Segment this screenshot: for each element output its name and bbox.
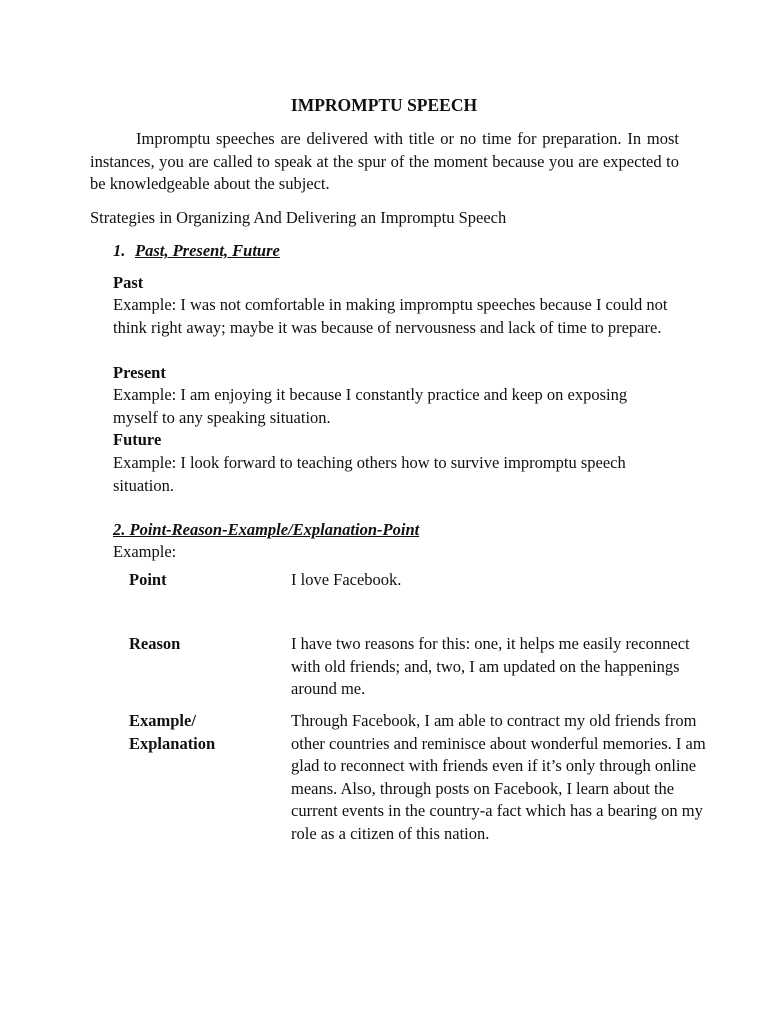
present-label: Present xyxy=(113,363,166,382)
future-example: Example: I look forward to teaching others how to survive impromptu speech situation. xyxy=(113,453,626,495)
point-label: Point xyxy=(129,570,167,589)
explanation-label xyxy=(129,710,279,755)
point-text: I love Facebook. xyxy=(291,570,402,589)
document-title: IMPROMPTU SPEECH xyxy=(290,95,478,115)
explanation-label-line1: Example/ xyxy=(129,711,196,730)
intro-paragraph: Impromptu speeches are delivered with title or no time for preparation. In most instances, you are called to speak at the spur of the moment because you are expected to be knowledgeable about the subject. xyxy=(90,129,679,193)
reason-text: I have two reasons for this: one, it helps me easily reconnect with old friends; and, two, I am updated on the happenings around me. xyxy=(291,634,690,698)
strategies-heading: Strategies in Organizing And Delivering an Impromptu Speech xyxy=(90,208,507,227)
explanation-label-line2: Explanation xyxy=(129,733,216,753)
future-label: Future xyxy=(113,430,162,449)
section1-number: 1. xyxy=(113,241,126,260)
past-label: Past xyxy=(113,273,144,292)
section1-title: Past, Present, Future xyxy=(135,241,280,260)
present-example: Example: I am enjoying it because I constantly practice and keep on exposing myself to any speaking situation. xyxy=(113,385,628,427)
section2-heading: 2. Point-Reason-Example/Explanation-Point xyxy=(113,520,420,539)
section1-heading xyxy=(113,240,280,263)
past-example: Example: I was not comfortable in making impromptu speeches because I could not think right away; maybe it was because of nervousness and lack of time to prepare. xyxy=(113,295,668,337)
section2-example-label: Example: xyxy=(113,542,177,561)
explanation-text: Through Facebook, I am able to contract my old friends from other countries and reminisce about wonderful memories. I am glad to reconnect with friends even if it’s only through online means. Also, through posts on Facebook, I learn about the current events in the country-a fact which has a bearing on my role as a citizen of this nation. xyxy=(291,711,706,843)
reason-label: Reason xyxy=(129,634,181,653)
